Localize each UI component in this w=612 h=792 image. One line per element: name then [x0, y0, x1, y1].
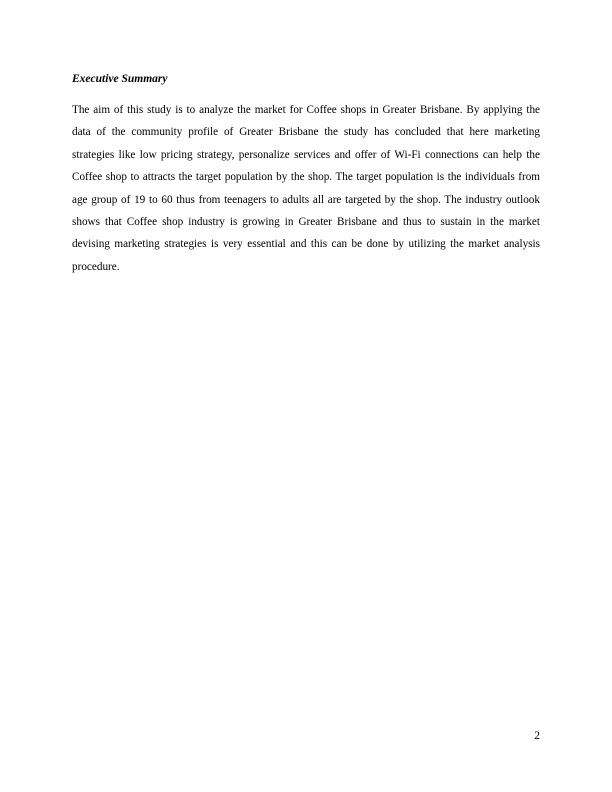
body-paragraph: The aim of this study is to analyze the market for Coffee shops in Greater Brisbane. By applying the data of the community profile of Greater Brisbane the study has concluded that here marketing strategies like low pricing strategy, personalize services and offer of Wi-Fi connections can help the Coffee shop to attracts the target population by the shop. The target population is the individuals from age group of 19 to 60 thus from teenagers to adults all are targeted by the shop. The industry outlook shows that Coffee shop industry is growing in Greater Brisbane and thus to sustain in the market devising marketing strategies is very essential and this can be done by utilizing the market analysis procedure. — [72, 104, 540, 273]
section-heading: Executive Summary — [72, 73, 168, 85]
page-number: 2 — [534, 730, 540, 742]
